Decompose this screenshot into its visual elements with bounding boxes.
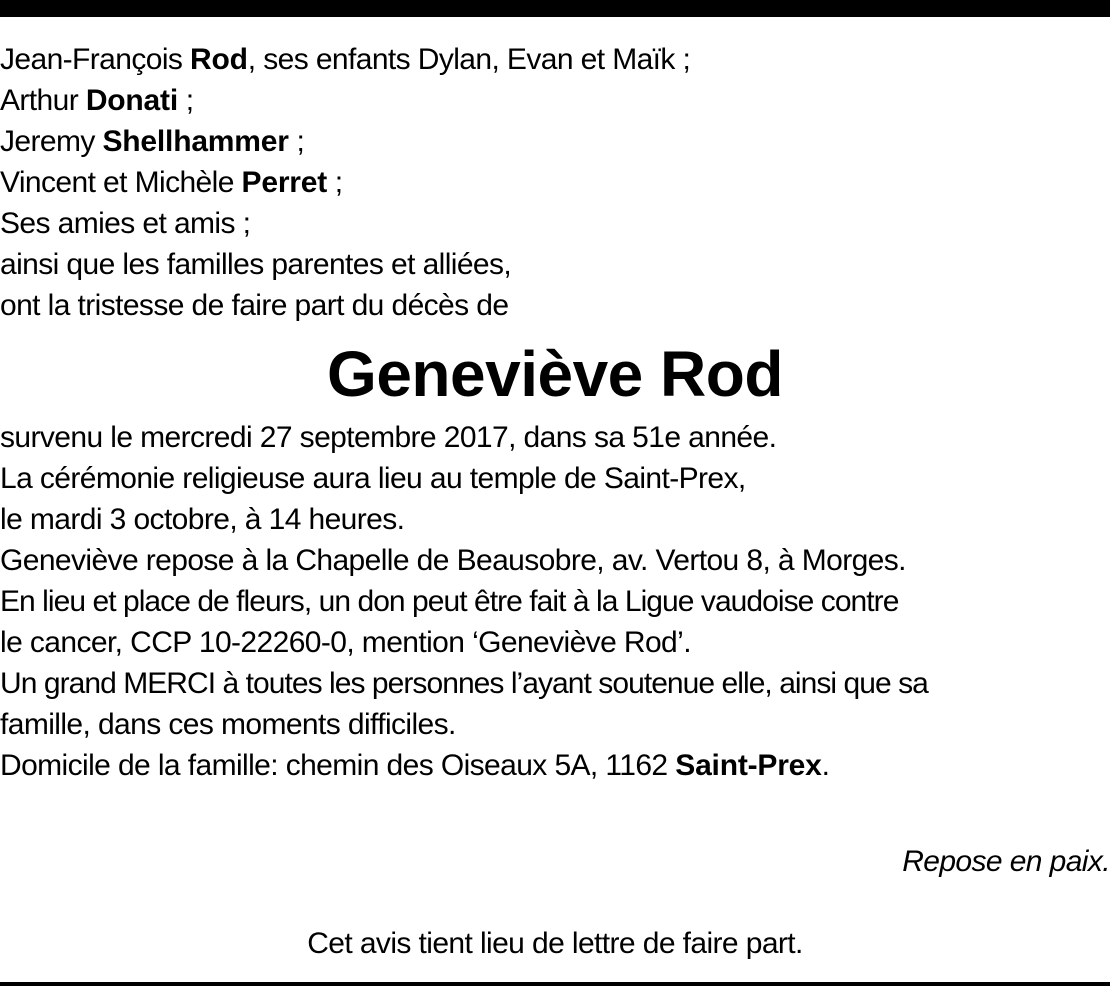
detail-line: le mardi 3 octobre, à 14 heures. [0, 503, 405, 536]
announcer-line [0, 121, 1110, 162]
obituary-body [0, 39, 1110, 786]
announcer-surname: Perret [241, 166, 328, 199]
announcer-text: ; [288, 125, 305, 158]
closing-phrase: Repose en paix. [902, 845, 1110, 878]
domicile-text: Domicile de la famille: chemin des Oiseaux 5A, 1162 [0, 749, 676, 782]
footer-note: Cet avis tient lieu de lettre de faire part. [307, 927, 803, 960]
detail-line: Un grand MERCI à toutes les personnes l’ayant soutenue elle, ainsi que sa [0, 667, 928, 700]
announcer-surname: Shellhammer [102, 125, 289, 158]
announcer-surname: Rod [190, 43, 248, 76]
domicile-text: . [821, 749, 830, 782]
domicile-town: Saint-Prex [675, 749, 822, 782]
announcer-text: Arthur [0, 84, 86, 117]
detail-line: famille, dans ces moments difficiles. [0, 708, 456, 741]
detail-line: le cancer, CCP 10-22260-0, mention ‘Geneviève Rod’. [0, 626, 691, 659]
bottom-rule [0, 982, 1110, 986]
top-rule [0, 0, 1110, 17]
detail-line: En lieu et place de fleurs, un don peut être fait à la Ligue vaudoise contre [0, 585, 899, 618]
domicile-line [0, 745, 1110, 786]
announcer-text: Vincent et Michèle [0, 166, 242, 199]
intro-line: ont la tristesse de faire part du décès de [0, 289, 509, 322]
intro-line: Ses amies et amis ; [0, 207, 251, 240]
announcer-text: , ses enfants Dylan, Evan et Maïk ; [247, 43, 691, 76]
announcer-text: ; [327, 166, 343, 199]
announcer-line [0, 39, 1110, 80]
announcer-text: ; [177, 84, 194, 117]
announcer-text: Jeremy [0, 125, 103, 158]
detail-line: survenu le mercredi 27 septembre 2017, dans sa 51e année. [0, 421, 777, 454]
announcer-surname: Donati [85, 84, 178, 117]
announcer-text: Jean-François [0, 43, 191, 76]
announcer-line [0, 80, 1110, 121]
detail-line: Geneviève repose à la Chapelle de Beausobre, av. Vertou 8, à Morges. [0, 544, 906, 577]
intro-line: ainsi que les familles parentes et alliées, [0, 248, 512, 281]
announcer-line [0, 162, 1110, 203]
deceased-name: Geneviève Rod [327, 338, 783, 410]
detail-line: La cérémonie religieuse aura lieu au temple de Saint-Prex, [0, 462, 746, 495]
